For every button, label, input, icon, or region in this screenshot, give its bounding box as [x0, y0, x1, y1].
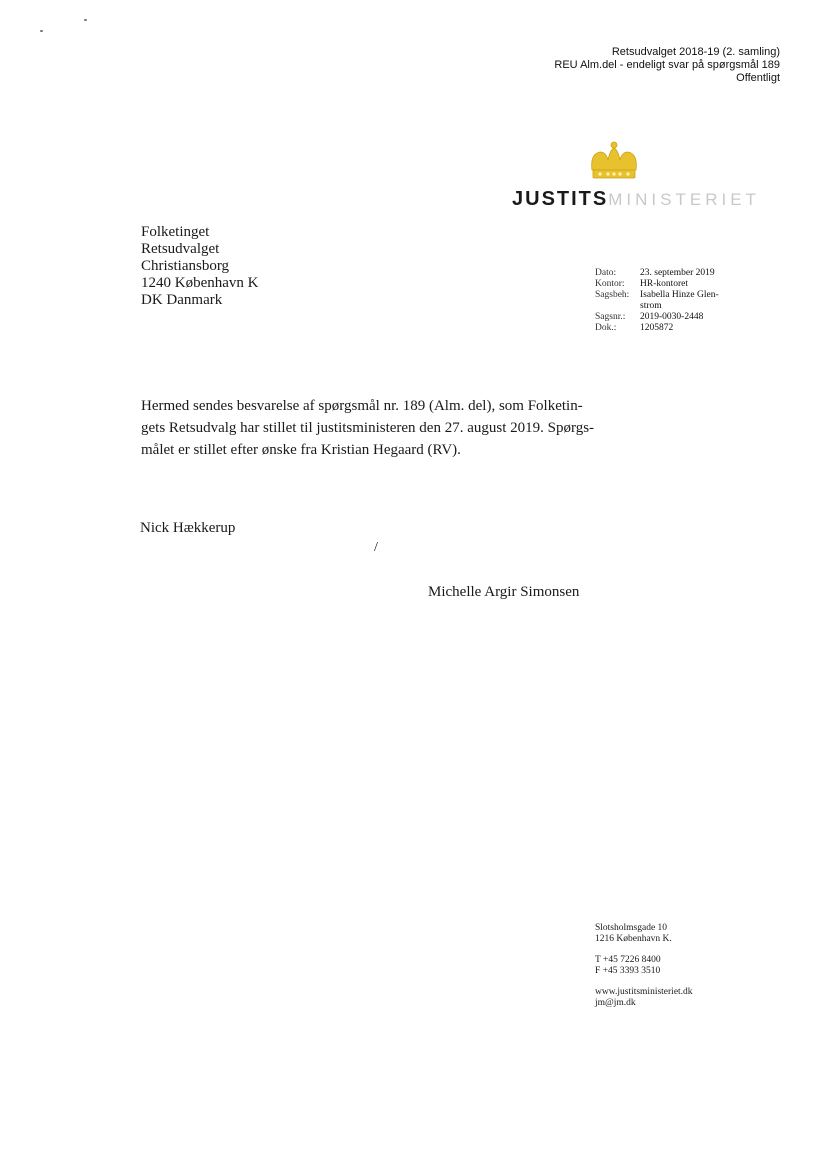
footer-fax: F +45 3393 3510 [595, 966, 661, 976]
meta-key: Kontor: [595, 279, 625, 289]
address-line: Folketinget [141, 224, 210, 240]
header-reference: REU Alm.del - endeligt svar på spørgsmål 189 [554, 59, 780, 71]
ministry-logo [512, 188, 760, 211]
meta-row [595, 290, 740, 301]
meta-value: Isabella Hinze Glen- [640, 290, 719, 300]
recipient-address [141, 224, 258, 309]
meta-value: 1205872 [640, 323, 674, 333]
meta-key [595, 301, 640, 312]
crown-icon [586, 140, 642, 184]
body-line: gets Retsudvalg har stillet til justitsministeren den 27. august 2019. Spørgs- [141, 420, 595, 436]
address-line: Retsudvalget [141, 241, 220, 257]
body-line: målet er stillet efter ønske fra Kristian Hegaard (RV). [141, 442, 461, 458]
meta-row [595, 279, 740, 290]
case-metadata [595, 268, 740, 334]
address-line: DK Danmark [141, 292, 223, 308]
contact-footer [595, 923, 693, 1009]
signature-minister: Nick Hækkerup [140, 520, 236, 536]
address-line: Christiansborg [141, 258, 230, 274]
footer-street: Slotsholmsgade 10 [595, 923, 668, 933]
meta-value: 2019-0030-2448 [640, 312, 704, 322]
meta-value: strom [640, 301, 662, 311]
scan-speck [40, 30, 43, 32]
meta-row [595, 323, 740, 334]
address-line: 1240 København K [141, 275, 259, 291]
logo-light-text: MINISTERIET [608, 190, 760, 209]
meta-row [595, 268, 740, 279]
header-classification: Offentligt [736, 72, 780, 84]
signature-official: Michelle Argir Simonsen [428, 584, 580, 600]
footer-city: 1216 København K. [595, 934, 672, 944]
meta-key: Sagsbeh: [595, 290, 630, 300]
footer-phone: T +45 7226 8400 [595, 955, 661, 965]
header-committee: Retsudvalget 2018-19 (2. samling) [611, 46, 780, 58]
signature-separator: / [374, 540, 378, 555]
letter-body [141, 395, 595, 461]
meta-row [595, 312, 740, 323]
scan-speck [84, 19, 87, 21]
meta-row [595, 301, 740, 312]
document-header [554, 46, 780, 85]
body-line: Hermed sendes besvarelse af spørgsmål nr. 189 (Alm. del), som Folketin- [141, 398, 583, 414]
footer-website-link[interactable]: www.justitsministeriet.dk [595, 987, 693, 997]
footer-email-link[interactable]: jm@jm.dk [595, 998, 636, 1008]
logo-bold-text: JUSTITS [512, 188, 609, 210]
meta-key: Dato: [595, 268, 617, 278]
meta-value: HR-kontoret [640, 279, 689, 289]
meta-value: 23. september 2019 [640, 268, 715, 278]
meta-key: Dok.: [595, 323, 617, 333]
meta-key: Sagsnr.: [595, 312, 626, 322]
